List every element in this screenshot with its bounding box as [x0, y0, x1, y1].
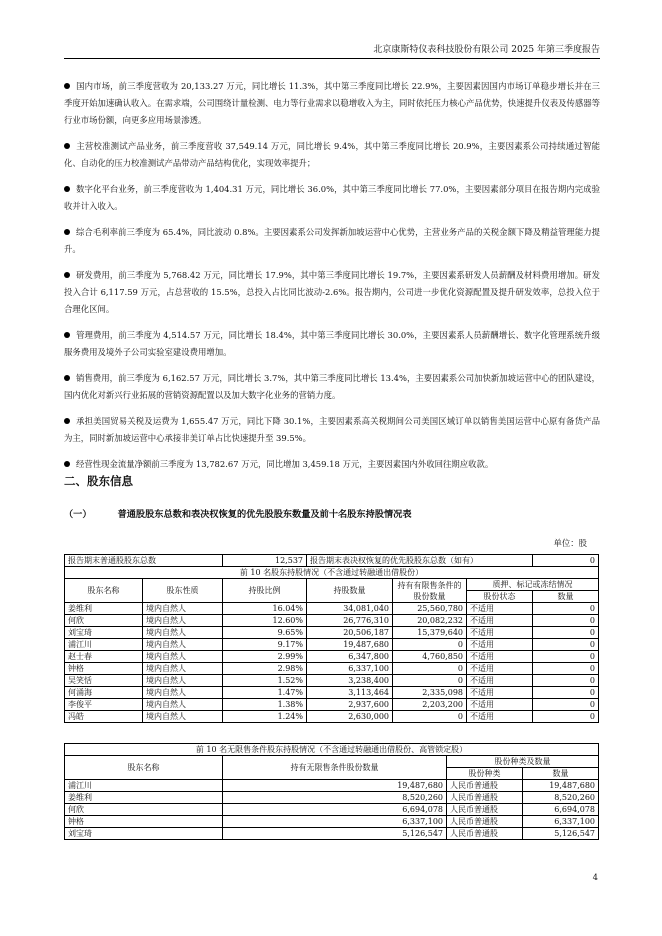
top10-unrestricted-table [64, 743, 599, 840]
bullet-cash-flow: 经营性现金流量净额前三季度为 13,782.67 万元，同比增加 3,459.18 万元，主要因素国内外收回往期应收款。 [64, 456, 600, 473]
total-holders-value: 12,537 [223, 555, 307, 567]
table-row: 浦江川 19,487,680 人民币普通股 19,487,680 [65, 780, 599, 792]
top10-shareholders-table [64, 554, 599, 723]
col-header-name: 股东名称 [65, 756, 223, 780]
pref-holders-label: 报告期末表决权恢复的优先股股东总数（如有） [307, 555, 533, 567]
total-holders-label: 报告期末普通股股东总数 [65, 555, 223, 567]
table-row: 吴笑恬 境内自然人 1.52% 3,238,400 0 不适用 0 [65, 675, 599, 687]
col-header-count: 数量 [533, 591, 599, 603]
bullet-admin-expense: 管理费用，前三季度为 4,514.57 万元，同比增长 18.4%，其中第三季度同比增长 30.0%，主要因素系人员薪酬增长、数字化管理系统升级服务费用及境外子公司实验室建设费用增加。 [64, 330, 600, 357]
table-caption: 前 10 名无限售条件股东持股情况（不含通过转融通出借股份、高管锁定股） [65, 744, 599, 756]
unit-label: 单位：股 [553, 538, 587, 548]
col-header-kind-group: 股份种类及数量 [447, 756, 599, 768]
table-row [65, 567, 599, 579]
table-row: 姜维利 8,520,260 人民币普通股 8,520,260 [65, 792, 599, 804]
bullet-dot-icon [64, 83, 70, 89]
table-row: 姜维利 境内自然人 16.04% 34,081,040 25,560,780 不适用 0 [65, 603, 599, 615]
col-header-ratio: 持股比例 [223, 579, 307, 603]
bullet-dot-icon [64, 375, 70, 381]
table-row: 李俊平 境内自然人 1.38% 2,937,600 2,203,200 不适用 0 [65, 699, 599, 711]
bullet-dot-icon [64, 186, 70, 192]
table-row: 何涌海 境内自然人 1.47% 3,113,464 2,335,098 不适用 0 [65, 687, 599, 699]
bullet-dot-icon [64, 332, 70, 338]
business-bullets [64, 78, 600, 482]
subsection-title: （一） 普通股股东总数和表决权恢复的优先股股东数量及前十名股东持股情况表 [64, 509, 412, 520]
col-header-pledge: 质押、标记或冻结情况 [467, 579, 599, 591]
bullet-digital-platform: 数字化平台业务，前三季度营收为 1,404.31 万元，同比增长 36.0%，其中第三季度同比增长 77.0%，主要因素部分项目在报告期内完成验收并计入收入。 [64, 184, 600, 211]
table-row: 钟格 境内自然人 2.98% 6,337,100 0 不适用 0 [65, 663, 599, 675]
table-row: 浦江川 境内自然人 9.17% 19,487,680 0 不适用 0 [65, 639, 599, 651]
col-header-qty: 持股数量 [307, 579, 393, 603]
bullet-domestic-market: 国内市场，前三季度营收为 20,133.27 万元，同比增长 11.3%，其中第三季度同比增长 22.9%，主要因素因国内市场订单稳步增长并在三季度开始加速确认收入。在需求端，公司围绕计量检测、电力等行业需求以稳增收入为主，同时依托压力核心产品优势，快速提升仪表及传感器等行业市场份额，向更多应用场景渗透。 [64, 81, 600, 125]
section-title: 二、股东信息 [64, 474, 133, 488]
col-header-count: 数量 [523, 768, 599, 780]
table-header-row [65, 756, 599, 768]
col-header-status: 股份状态 [467, 591, 533, 603]
bullet-dot-icon [64, 418, 70, 424]
report-header: 北京康斯特仪表科技股份有限公司 2025 年第三季度报告 [64, 44, 600, 59]
table-row: 何欣 6,694,078 人民币普通股 6,694,078 [65, 804, 599, 816]
col-header-kind: 股份种类 [447, 768, 523, 780]
table-row: 赵士春 境内自然人 2.99% 6,347,800 4,760,850 不适用 0 [65, 651, 599, 663]
col-header-nature: 股东性质 [143, 579, 223, 603]
table-row: 何欣 境内自然人 12.60% 26,776,310 20,082,232 不适用 0 [65, 615, 599, 627]
table-row: 刘宝琦 5,126,547 人民币普通股 5,126,547 [65, 828, 599, 840]
bullet-sales-expense: 销售费用，前三季度为 6,162.57 万元，同比增长 3.7%，其中第三季度同比增长 13.4%，主要因素系公司加快新加坡运营中心的团队建设，国内优化对新兴行业拓展的营销资源配置以及加大数字化业务的营销力度。 [64, 373, 600, 400]
pref-holders-value: 0 [533, 555, 599, 567]
table-caption: 前 10 名股东持股情况（不含通过转融通出借股份） [65, 567, 599, 579]
bullet-dot-icon [64, 143, 70, 149]
bullet-dot-icon [64, 272, 70, 278]
bullet-calibration-business: 主营校准测试产品业务，前三季度营收 37,549.14 万元，同比增长 9.4%，其中第三季度同比增长 20.9%，主要因素系公司持续通过智能化、自动化的压力校准测试产品带动产品结构优化，实现效率提升； [64, 141, 600, 168]
bullet-dot-icon [64, 229, 70, 235]
table-header-row [65, 579, 599, 591]
bullet-gross-margin: 综合毛利率前三季度为 65.4%，同比波动 0.8%。主要因素系公司发挥新加坡运营中心优势，主营业务产品的关税金额下降及精益管理能力提升。 [64, 227, 600, 254]
table-row [65, 555, 599, 567]
page-number: 4 [592, 872, 598, 882]
table-row: 刘宝琦 境内自然人 9.65% 20,506,187 15,379,640 不适用 0 [65, 627, 599, 639]
col-header-name: 股东名称 [65, 579, 143, 603]
table-row [65, 744, 599, 756]
col-header-restricted: 持有有限售条件的股份数量 [393, 579, 467, 603]
bullet-dot-icon [64, 461, 70, 467]
bullet-rd-expense: 研发费用，前三季度为 5,768.42 万元，同比增长 17.9%，其中第三季度同比增长 19.7%，主要因素系研发人员薪酬及材料费用增加。研发投入合计 6,117.59 万元，占总营收的 15.5%，总投入占比同比波动-2.6%。报告期内，公司进一步优化资源配置及提升研发效率，总投入位于合理化区间。 [64, 270, 600, 314]
table-row: 冯皓 境内自然人 1.24% 2,630,000 0 不适用 0 [65, 711, 599, 723]
bullet-tariff: 承担美国贸易关税及运费为 1,655.47 万元，同比下降 30.1%，主要因素系高关税期间公司美国区域订单以销售美国运营中心原有备货产品为主，同时新加坡运营中心承接非美订单占比快速提升至 39.5%。 [64, 416, 600, 443]
col-header-qty: 持有无限售条件股份数量 [223, 756, 447, 780]
table-row: 钟格 6,337,100 人民币普通股 6,337,100 [65, 816, 599, 828]
